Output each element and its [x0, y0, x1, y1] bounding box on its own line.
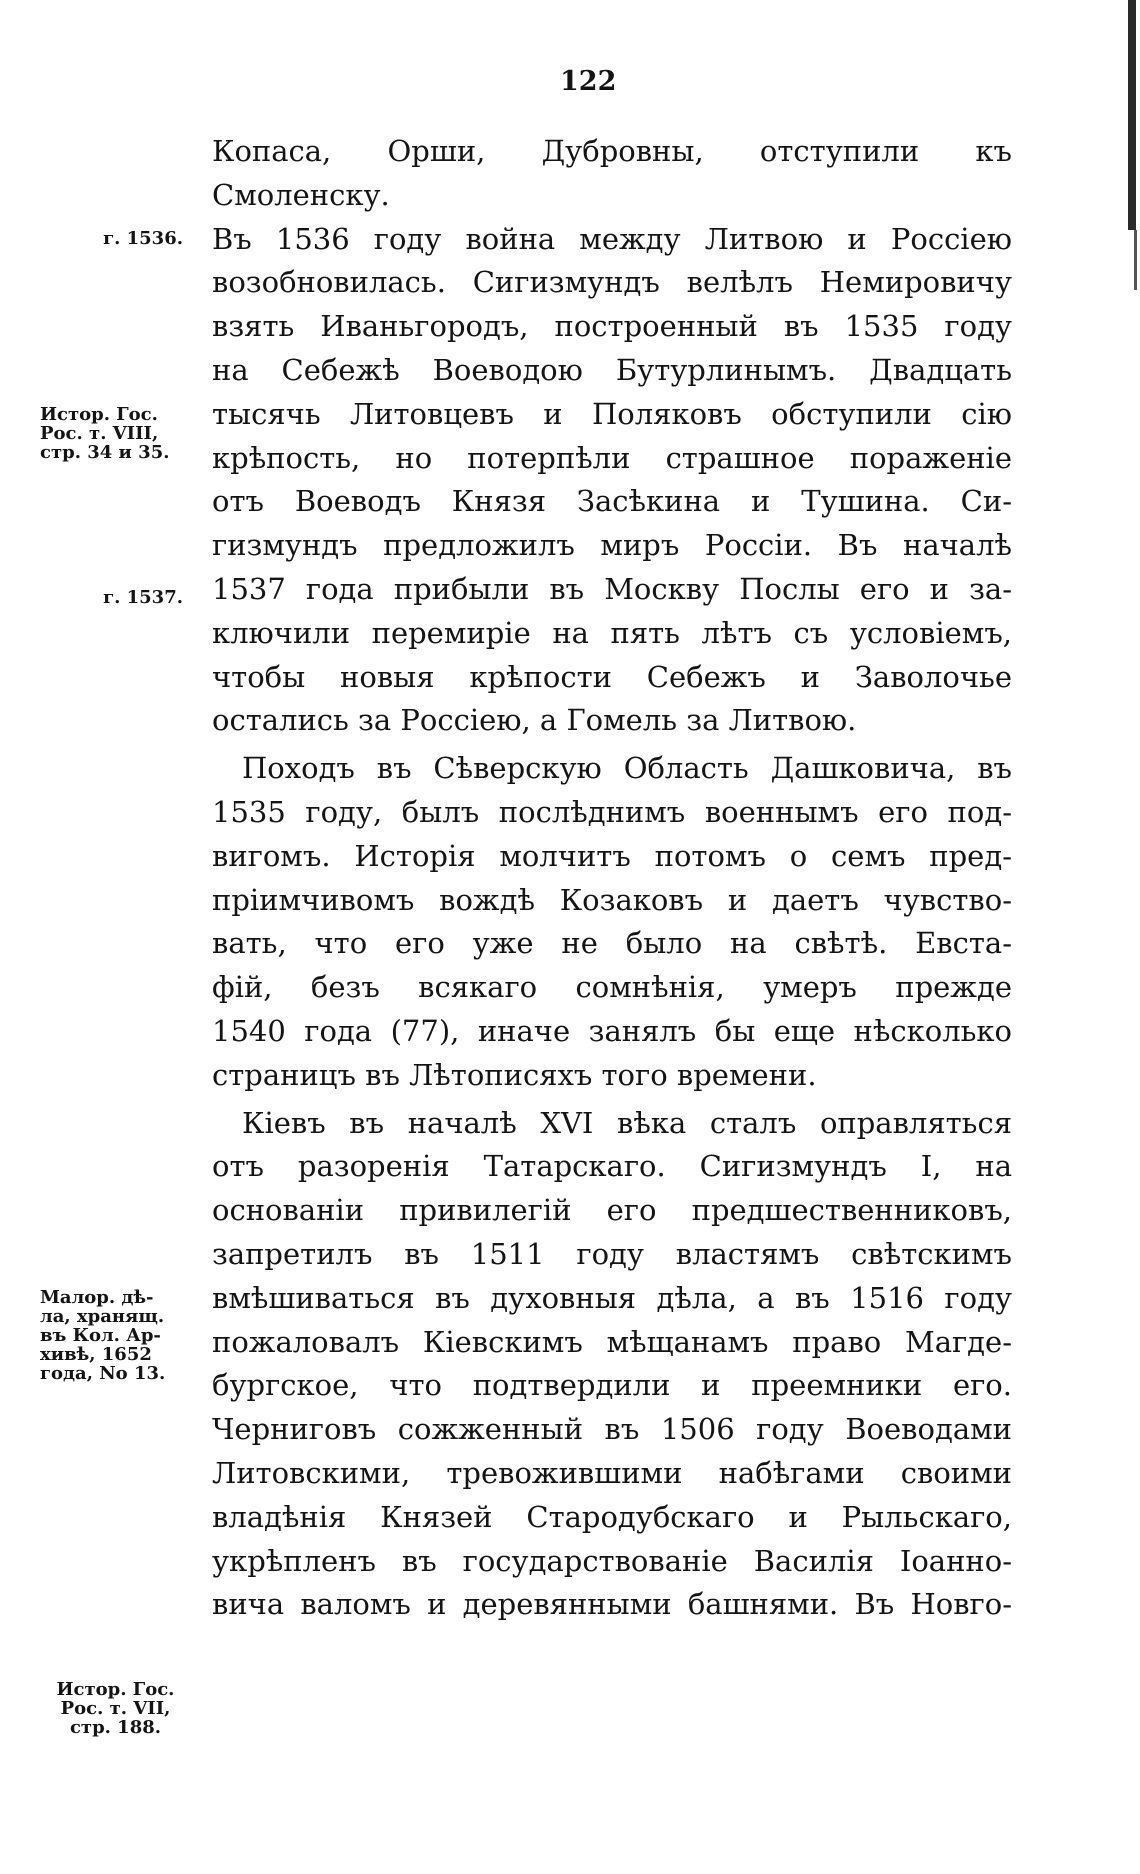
- margin-note-line: ла, хранящ.: [40, 1306, 165, 1327]
- text-line: гизмундъ предложилъ миръ Россіи. Въ началѣ: [212, 528, 1012, 563]
- text-line: ключили перемиріе на пять лѣтъ съ условіемъ,: [212, 615, 1012, 650]
- text-line: Смоленску.: [212, 177, 390, 212]
- text-line: чтобы новыя крѣпости Себежъ и Заволочье: [212, 659, 1012, 694]
- margin-note-line: Истор. Гос.: [40, 404, 158, 425]
- text-line: вича валомъ и деревянными башнями. Въ Новго-: [212, 1587, 1012, 1622]
- margin-note-istor-gos-1: [40, 405, 195, 462]
- margin-note-line: стр. 188.: [69, 1717, 162, 1738]
- margin-note-line: Рос. т. VII,: [60, 1698, 171, 1719]
- text-line: на Себежѣ Воеводою Бутурлинымъ. Двадцать: [212, 352, 1012, 387]
- text-line: вмѣшиваться въ духовныя дѣла, а въ 1516 году: [212, 1280, 1012, 1315]
- text-line: фій, безъ всякаго сомнѣнія, умеръ прежде: [212, 970, 1012, 1005]
- main-text: [212, 130, 1012, 1627]
- text-line: укрѣпленъ въ государствованіе Василія Іоанно-: [212, 1543, 1012, 1578]
- text-line: основаніи привилегій его предшественниковъ,: [212, 1193, 1012, 1228]
- text-line: пожаловалъ Кіевскимъ мѣщанамъ право Магде-: [212, 1324, 1012, 1359]
- text-line: остались за Россіею, а Гомель за Литвою.: [212, 703, 857, 738]
- text-line: запретилъ въ 1511 году властямъ свѣтскимъ: [212, 1236, 1012, 1271]
- margin-note-line: Истор. Гос.: [56, 1679, 175, 1700]
- scan-edge-mark: [1134, 230, 1137, 290]
- text-line: возобновилась. Сигизмундъ велѣлъ Немировичу: [212, 265, 1012, 300]
- margin-note-line: стр. 34 и 35.: [40, 442, 170, 463]
- text-line: вать, что его уже не было на свѣтѣ. Евста-: [212, 926, 1012, 961]
- margin-note-year-1537: г. 1537.: [103, 587, 183, 608]
- margin-note-line: Малор. дѣ-: [40, 1287, 154, 1308]
- margin-note-year-1536: г. 1536.: [103, 228, 183, 249]
- margin-note-line: года, No 13.: [40, 1363, 166, 1384]
- text-line: отъ разоренія Татарскаго. Сигизмундъ I, на: [212, 1149, 1012, 1184]
- scan-edge-mark: [1128, 0, 1136, 230]
- text-line: 1540 года (77), иначе занялъ бы еще нѣсколько: [212, 1013, 1012, 1048]
- text-line: страницъ въ Лѣтописяхъ того времени.: [212, 1057, 817, 1092]
- text-line: отъ Воеводъ Князя Засѣкина и Тушина. Си-: [212, 484, 1012, 519]
- text-line: Литовскими, тревожившими набѣгами своими: [212, 1455, 1012, 1490]
- text-line: Копаса, Орши, Дубровны, отступили къ: [212, 134, 1012, 168]
- text-line: бургское, что подтвердили и преемники его.: [212, 1368, 1012, 1403]
- page-number: 122: [560, 66, 617, 97]
- margin-note-malor-dela: [40, 1288, 195, 1383]
- margin-note-line: въ Кол. Ар-: [40, 1325, 161, 1346]
- text-line: владѣнія Князей Стародубскаго и Рыльскаго,: [212, 1499, 1012, 1534]
- text-line: тысячь Литовцевъ и Поляковъ обступили сію: [212, 396, 1012, 431]
- margin-note-istor-gos-2: [38, 1680, 193, 1737]
- text-line: крѣпость, но потерпѣли страшное пораженіе: [212, 440, 1012, 475]
- text-line: Кіевъ въ началѣ XVI вѣка сталъ оправляться: [242, 1105, 1012, 1140]
- margin-note-line: хивѣ, 1652: [40, 1344, 152, 1365]
- text-line: Черниговъ сожженный въ 1506 году Воеводами: [212, 1412, 1012, 1447]
- text-line: 1535 году, былъ послѣднимъ военнымъ его под-: [212, 794, 1012, 829]
- margin-note-line: Рос. т. VIII,: [40, 423, 159, 444]
- text-line: взять Иваньгородъ, построенный въ 1535 году: [212, 309, 1012, 344]
- text-line: Въ 1536 году война между Литвою и Россіею: [212, 221, 1012, 256]
- text-line: 1537 года прибыли въ Москву Послы его и за-: [212, 571, 1012, 606]
- text-line: пріимчивомъ вождѣ Козаковъ и даетъ чувство-: [212, 882, 1012, 917]
- text-line: вигомъ. Исторія молчитъ потомъ о семъ пред-: [212, 838, 1012, 873]
- text-line: Походъ въ Сѣверскую Область Дашковича, въ: [242, 751, 1012, 786]
